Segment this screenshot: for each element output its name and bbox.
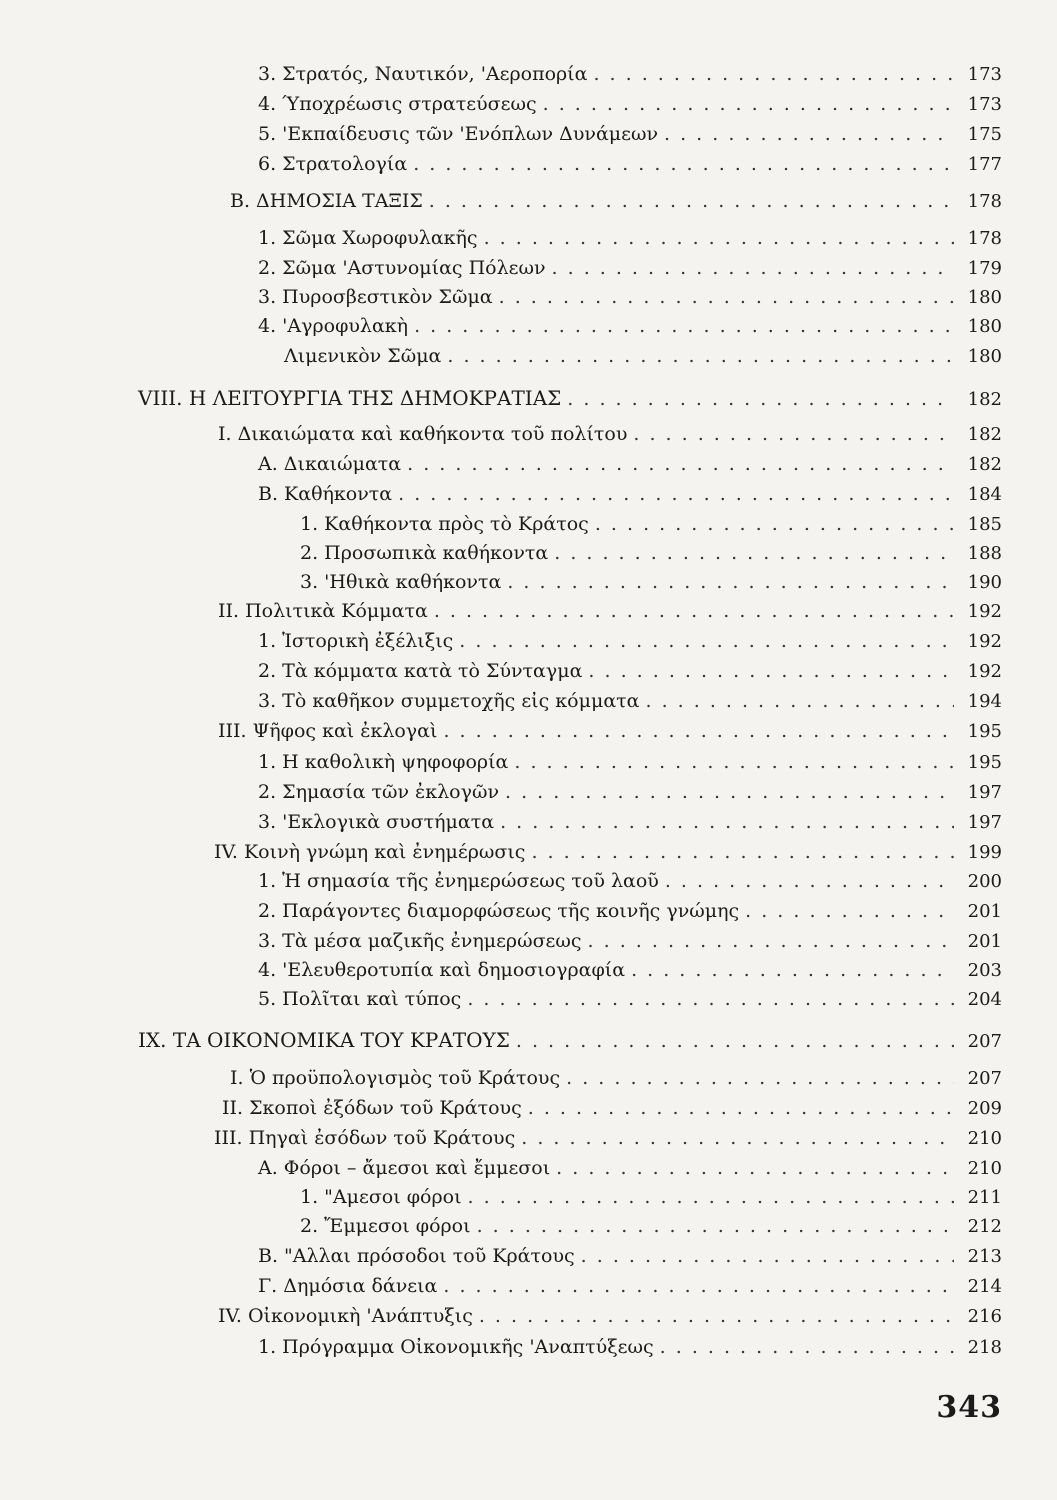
entry-page: 197 — [967, 812, 1002, 833]
dot-leader — [554, 541, 954, 565]
entry-page: 185 — [967, 514, 1002, 535]
toc-entry — [258, 314, 1002, 339]
chapter-title: IX. ΤΑ ΟΙΚΟΝΟΜΙΚΑ ΤΟΥ ΚΡΑΤΟΥΣ — [138, 1028, 510, 1052]
dot-leader — [745, 899, 954, 923]
entry-title: II. Πολιτικὰ Κόμματα — [218, 600, 428, 622]
entry-title: 2. Σῶμα 'Αστυνομίας Πόλεων — [258, 257, 546, 279]
entry-title: 1. Σῶμα Χωροφυλακῆς — [258, 227, 478, 249]
entry-page: 210 — [967, 1158, 1002, 1179]
toc-entry — [258, 92, 1002, 117]
dot-leader — [581, 1244, 954, 1268]
entry-title: I. Δικαιώματα καὶ καθήκοντα τοῦ πολίτου — [218, 423, 628, 445]
toc-entry — [258, 987, 1002, 1012]
entry-title: III. Ψῆφος καὶ ἐκλογαὶ — [218, 720, 438, 742]
dot-leader — [660, 1335, 954, 1359]
dot-leader — [521, 1126, 954, 1150]
entry-title: Α. Δικαιώματα — [258, 453, 402, 475]
entry-title: 6. Στρατολογία — [258, 153, 408, 175]
dot-leader — [593, 62, 954, 86]
dot-leader — [543, 92, 954, 116]
toc-entry — [258, 285, 1002, 310]
entry-title: II. Σκοποὶ ἐξόδων τοῦ Κράτους — [222, 1097, 522, 1119]
entry-page: 195 — [967, 752, 1002, 773]
entry-page: 192 — [967, 661, 1002, 682]
toc-entry — [258, 869, 1002, 894]
entry-title: 2. Προσωπικὰ καθήκοντα — [300, 542, 549, 564]
entry-title: Β. Καθήκοντα — [258, 483, 393, 505]
dot-leader — [499, 285, 954, 309]
toc-entry — [300, 512, 1002, 537]
dot-leader — [552, 256, 954, 280]
toc-entry — [230, 189, 1002, 214]
entry-title: 4. 'Ελευθεροτυπία καὶ δημοσιογραφία — [258, 959, 626, 981]
dot-leader — [434, 599, 954, 623]
dot-leader — [443, 719, 954, 743]
entry-title: 5. Πολῖται καὶ τύπος — [258, 988, 462, 1010]
entry-page: 195 — [967, 721, 1002, 742]
dot-leader — [507, 570, 954, 594]
toc-entry — [258, 1335, 1002, 1360]
entry-title: 2. Τὰ κόμματα κατὰ τὸ Σύνταγμα — [258, 660, 583, 682]
dot-leader — [407, 452, 954, 476]
entry-title: 3. Στρατός, Ναυτικόν, 'Αεροπορία — [258, 63, 588, 85]
dot-leader — [516, 1029, 954, 1053]
toc-entry — [218, 599, 1002, 624]
toc-entry — [258, 122, 1002, 147]
entry-page: 192 — [967, 631, 1002, 652]
toc-entry — [258, 629, 1002, 654]
dot-leader — [588, 659, 954, 683]
entry-page: 199 — [967, 842, 1002, 863]
toc-entry — [222, 1096, 1002, 1121]
toc-entry — [258, 226, 1002, 251]
entry-page: 211 — [967, 1187, 1002, 1208]
entry-page: 190 — [967, 572, 1002, 593]
dot-leader — [566, 1066, 954, 1090]
entry-page: 194 — [967, 691, 1002, 712]
entry-title: 1. Καθήκοντα πρὸς τὸ Κράτος — [300, 513, 589, 535]
entry-page: 173 — [967, 94, 1002, 115]
entry-title: 1. "Αμεσοι φόροι — [300, 1186, 462, 1208]
toc-entry — [258, 152, 1002, 177]
entry-title: 1. Η καθολικὴ ψηφοφορία — [258, 751, 509, 773]
entry-page: 177 — [967, 154, 1002, 175]
entry-page: 200 — [967, 871, 1002, 892]
entry-page: 182 — [967, 454, 1002, 475]
entry-page: 178 — [967, 191, 1002, 212]
entry-page: 210 — [967, 1128, 1002, 1149]
toc-entry — [258, 810, 1002, 835]
entry-page: 203 — [967, 960, 1002, 981]
toc-entry — [284, 344, 1002, 369]
dot-leader — [588, 929, 954, 953]
dot-leader — [500, 810, 954, 834]
toc-entry — [214, 1126, 1002, 1151]
entry-page: 179 — [967, 258, 1002, 279]
dot-leader — [567, 387, 954, 411]
entry-page: 213 — [967, 1246, 1002, 1267]
entry-title: 1. Ἱστορικὴ ἐξέλιξις — [258, 630, 454, 652]
toc-entry — [258, 929, 1002, 954]
dot-leader — [477, 1214, 954, 1238]
dot-leader — [595, 512, 954, 536]
dot-leader — [514, 750, 954, 774]
entry-title: Β. "Αλλαι πρόσοδοι τοῦ Κράτους — [258, 1245, 575, 1267]
entry-page: 184 — [967, 484, 1002, 505]
toc-entry — [258, 1156, 1002, 1181]
entry-title: I. Ὁ προϋπολογισμὸς τοῦ Κράτους — [230, 1067, 561, 1089]
toc-entry — [258, 1274, 1002, 1299]
entry-page: 201 — [967, 901, 1002, 922]
entry-page: 218 — [967, 1337, 1002, 1358]
dot-leader — [505, 780, 954, 804]
toc-entry — [218, 1304, 1002, 1329]
entry-title: 2. Παράγοντες διαμορφώσεως τῆς κοινῆς γνώμης — [258, 900, 740, 922]
entry-page: 209 — [967, 1098, 1002, 1119]
entry-title: 3. 'Ηθικὰ καθήκοντα — [300, 571, 502, 593]
entry-page: 180 — [967, 316, 1002, 337]
entry-title: Α. Φόροι – ἄμεσοι καὶ ἔμμεσοι — [258, 1157, 551, 1179]
entry-page: 178 — [967, 228, 1002, 249]
dot-leader — [468, 1185, 954, 1209]
entry-page: 207 — [967, 1068, 1002, 1089]
entry-title: Β. ΔΗΜΟΣΙΑ ΤΑΞΙΣ — [230, 190, 423, 212]
entry-page: 204 — [967, 989, 1002, 1010]
entry-title: Γ. Δημόσια δάνεια — [258, 1275, 438, 1297]
entry-title: 2. Ἔμμεσοι φόροι — [300, 1215, 471, 1237]
dot-leader — [556, 1156, 954, 1180]
entry-page: 182 — [967, 424, 1002, 445]
entry-title: 5. 'Εκπαίδευσις τῶν 'Ενόπλων Δυνάμεων — [258, 123, 659, 145]
entry-page: 175 — [967, 124, 1002, 145]
toc-entry — [258, 256, 1002, 281]
dot-leader — [414, 314, 954, 338]
entry-page: 201 — [967, 931, 1002, 952]
toc-entry — [218, 719, 1002, 744]
dot-leader — [467, 987, 954, 1011]
entry-title: 4. Ύποχρέωσις στρατεύσεως — [258, 93, 537, 115]
entry-page: 182 — [967, 389, 1002, 410]
toc-entry — [258, 689, 1002, 714]
entry-title: IV. Οἰκονομικὴ 'Ανάπτυξις — [218, 1305, 473, 1327]
entry-page: 214 — [967, 1276, 1002, 1297]
toc-entry — [300, 541, 1002, 566]
entry-title: 3. 'Εκλογικὰ συστήματα — [258, 811, 495, 833]
toc-entry — [230, 1066, 1002, 1091]
toc-entry — [300, 1214, 1002, 1239]
dot-leader — [646, 689, 955, 713]
toc-entry — [258, 750, 1002, 775]
entry-page: 180 — [967, 346, 1002, 367]
toc-entry — [258, 452, 1002, 477]
toc-entry — [258, 958, 1002, 983]
dot-leader — [484, 226, 954, 250]
entry-title: 3. Τὸ καθῆκον συμμετοχῆς εἰς κόμματα — [258, 690, 640, 712]
dot-leader — [413, 152, 954, 176]
toc-chapter — [138, 1028, 1002, 1054]
toc-entry — [300, 570, 1002, 595]
toc-entry — [258, 899, 1002, 924]
entry-page: 188 — [967, 543, 1002, 564]
entry-title: 1. Πρόγραμμα Οἰκονομικῆς 'Αναπτύξεως — [258, 1336, 654, 1358]
entry-title: 3. Τὰ μέσα μαζικῆς ἐνημερώσεως — [258, 930, 582, 952]
dot-leader — [664, 122, 954, 146]
entry-page: 180 — [967, 287, 1002, 308]
entry-title: 2. Σημασία τῶν ἐκλογῶν — [258, 781, 499, 803]
toc-entry — [214, 840, 1002, 865]
toc-entry — [258, 62, 1002, 87]
toc-entry — [258, 482, 1002, 507]
entry-page: 207 — [967, 1031, 1002, 1052]
entry-page: 192 — [967, 601, 1002, 622]
dot-leader — [528, 1096, 954, 1120]
dot-leader — [459, 629, 954, 653]
dot-leader — [429, 189, 954, 213]
dot-leader — [531, 840, 954, 864]
dot-leader — [398, 482, 954, 506]
entry-page: 197 — [967, 782, 1002, 803]
toc-entry — [258, 659, 1002, 684]
entry-title: 4. 'Αγροφυλακὴ — [258, 315, 409, 337]
dot-leader — [631, 958, 954, 982]
dot-leader — [633, 422, 954, 446]
entry-title: Λιμενικὸν Σῶμα — [284, 345, 442, 367]
entry-title: 1. Ἡ σημασία τῆς ἐνημερώσεως τοῦ λαοῦ — [258, 870, 659, 892]
entry-title: IV. Κοινὴ γνώμη καὶ ἐνημέρωσις — [214, 841, 526, 863]
dot-leader — [479, 1304, 954, 1328]
entry-title: III. Πηγαὶ ἐσόδων τοῦ Κράτους — [214, 1127, 516, 1149]
chapter-title: VIII. Η ΛΕΙΤΟΥΡΓΙΑ ΤΗΣ ΔΗΜΟΚΡΑΤΙΑΣ — [138, 386, 562, 410]
toc-entry — [218, 422, 1002, 447]
entry-title: 3. Πυροσβεστικὸν Σῶμα — [258, 286, 493, 308]
page-number: 343 — [936, 1390, 1002, 1425]
dot-leader — [443, 1274, 954, 1298]
toc-entry — [300, 1185, 1002, 1210]
entry-page: 173 — [967, 64, 1002, 85]
dot-leader — [447, 344, 954, 368]
dot-leader — [665, 869, 954, 893]
entry-page: 212 — [967, 1216, 1002, 1237]
toc-chapter — [138, 386, 1002, 412]
toc-entry — [258, 780, 1002, 805]
entry-page: 216 — [967, 1306, 1002, 1327]
toc-entry — [258, 1244, 1002, 1269]
